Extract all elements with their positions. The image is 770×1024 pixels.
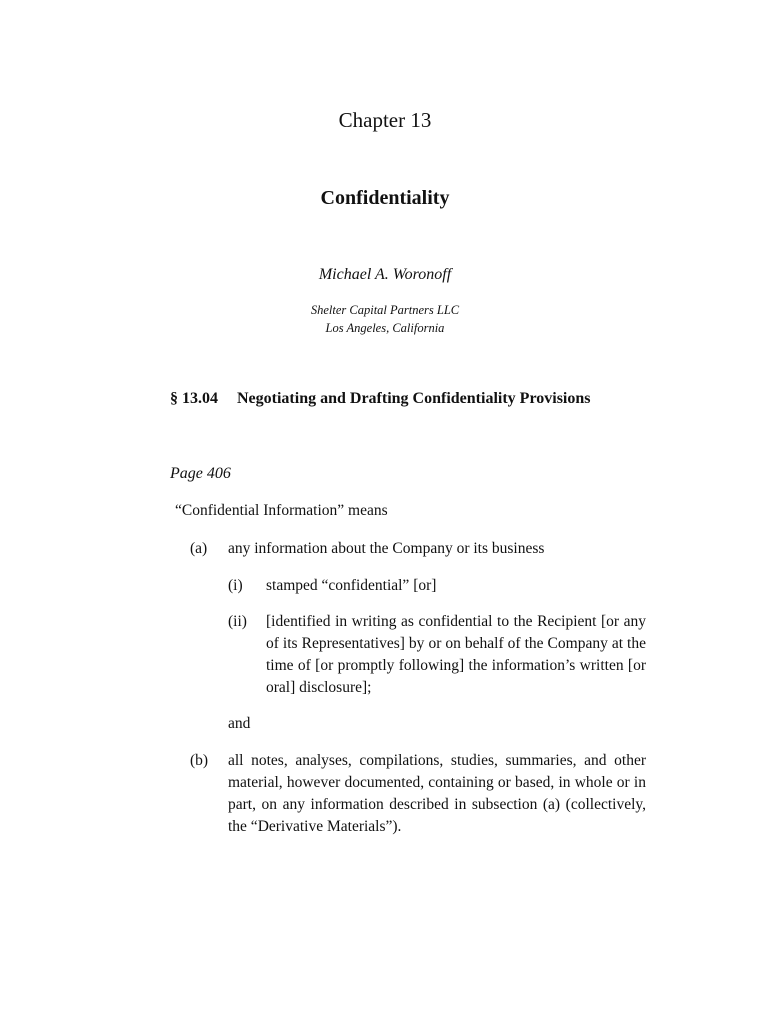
chapter-title: Confidentiality (320, 187, 450, 209)
item-b-label: (b) (190, 752, 209, 769)
item-a-label: (a) (190, 540, 208, 557)
item-a-text: any information about the Company or its business (228, 540, 545, 557)
subitem-ii-text: [identified in writing as confidential to the Recipient [or any of its Representatives] by or on behalf of the Company at the time of [or promptly following] the information’s written [or oral] disclosure]; (266, 613, 646, 696)
section-title: Negotiating and Drafting Confidentiality Provisions (237, 390, 591, 407)
section-number: § 13.04 (170, 390, 218, 407)
author-name: Michael A. Woronoff (318, 266, 452, 283)
page-reference: Page 406 (170, 465, 231, 482)
conjunction-and: and (228, 715, 251, 732)
item-b-text: all notes, analyses, compilations, studies, summaries, and other material, however documented, containing or based, in whole or in part, on any information described in subsection (a) (collectively, the “Derivative Materials”). (228, 752, 646, 835)
author-affiliation-location: Los Angeles, California (325, 321, 445, 335)
chapter-heading: Chapter 13 (338, 108, 432, 132)
subitem-i-text: stamped “confidential” [or] (266, 577, 437, 594)
definition-intro: “Confidential Information” means (175, 502, 388, 519)
section-heading (170, 390, 591, 408)
subitem-i-label: (i) (228, 577, 243, 594)
subitem-ii-label: (ii) (228, 613, 247, 630)
author-affiliation-firm: Shelter Capital Partners LLC (310, 303, 460, 317)
